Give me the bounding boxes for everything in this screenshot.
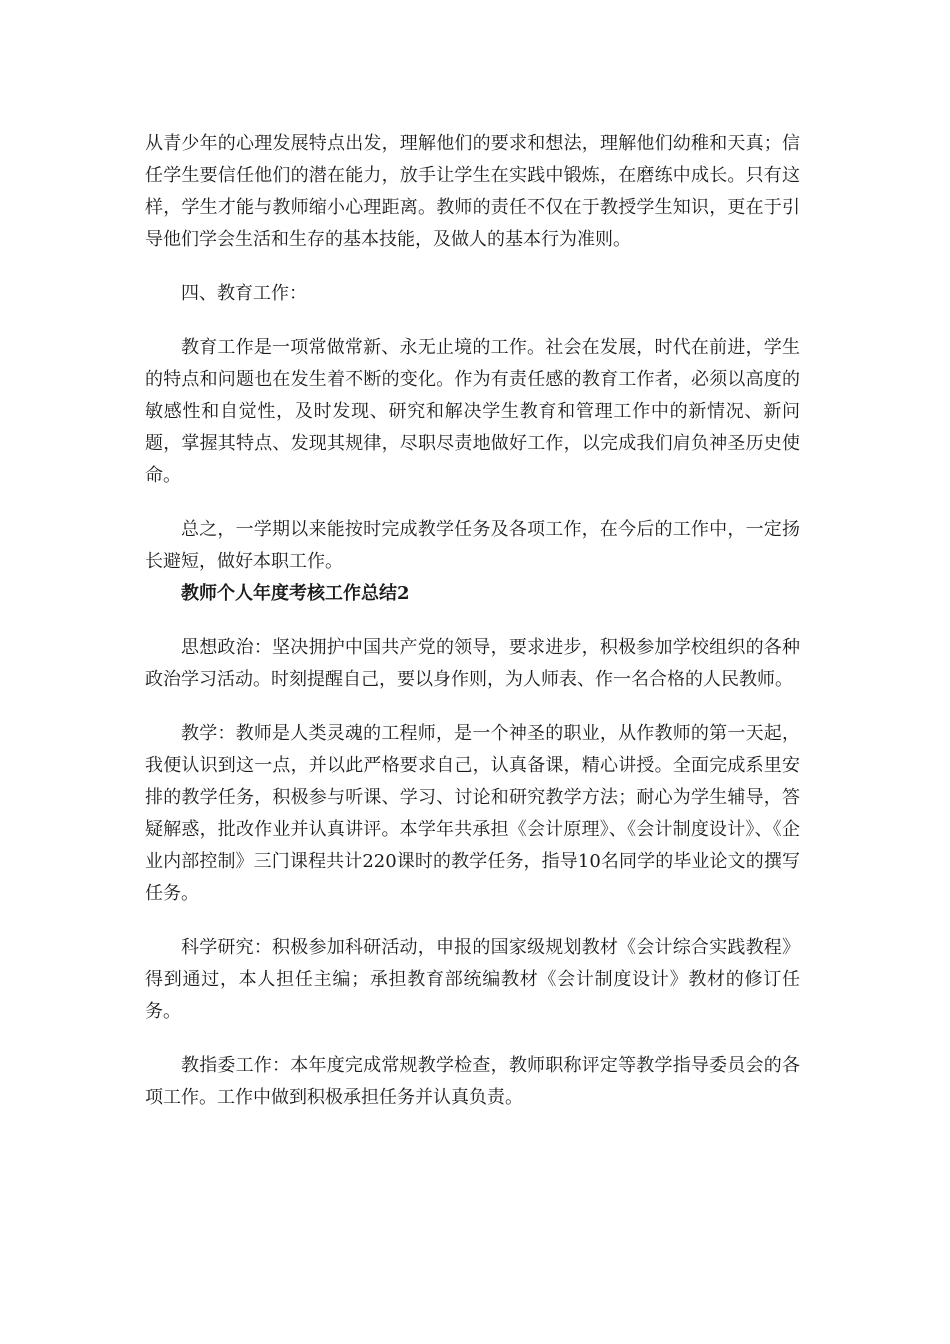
paragraph-continuation: 从青少年的心理发展特点出发，理解他们的要求和想法，理解他们幼稚和天真；信任学生要信任他们的潜在能力，放手让学生在实践中锻炼，在磨练中成长。只有这样，学生才能与教师缩小心理距离。教师的责任不仅在于教授学生知识，更在于引导他们学会生活和生存的基本技能，及做人的基本行为准则。 — [145, 133, 800, 250]
section-heading-education-work: 四、教育工作： — [181, 283, 307, 304]
paragraph-ideology-politics: 思想政治：坚决拥护中国共产党的领导，要求进步，积极参加学校组织的各种政治学习活动。时刻提醒自己，要以身作则，为人师表、作一名合格的人民教师。 — [145, 637, 800, 690]
paragraph-research: 科学研究：积极参加科研活动，申报的国家级规划教材《会计综合实践教程》得到通过，本人担任主编；承担教育部统编教材《会计制度设计》教材的修订任务。 — [145, 937, 800, 1022]
document-body — [145, 128, 800, 1114]
paragraph-education-work: 教育工作是一项常做常新、永无止境的工作。社会在发展，时代在前进，学生的特点和问题也在发生着不断的变化。作为有责任感的教育工作者，必须以高度的敏感性和自觉性，及时发现、研究和解决学生教育和管理工作中的新情况、新问题，掌握其特点、发现其规律，尽职尽责地做好工作，以完成我们肩负神圣历史使命。 — [145, 337, 800, 486]
paragraph-summary: 总之，一学期以来能按时完成教学任务及各项工作，在今后的工作中，一定扬长避短，做好本职工作。 — [145, 519, 800, 572]
paragraph-teaching: 教学：教师是人类灵魂的工程师，是一个神圣的职业，从作教师的第一天起，我便认识到这一点，并以此严格要求自己，认真备课，精心讲授。全面完成系里安排的教学任务，积极参与听课、学习、讨论和研究教学方法；耐心为学生辅导，答疑解惑，批改作业并认真讲评。本学年共承担《会计原理》、《会计制度设计》、《企业内部控制》三门课程共计220课时的教学任务，指导10名同学的毕业论文的撰写任务。 — [145, 723, 800, 904]
paragraph-committee-work: 教指委工作：本年度完成常规教学检查，教师职称评定等教学指导委员会的各项工作。工作中做到积极承担任务并认真负责。 — [145, 1055, 800, 1108]
document-title-summary-2: 教师个人年度考核工作总结2 — [181, 583, 410, 604]
